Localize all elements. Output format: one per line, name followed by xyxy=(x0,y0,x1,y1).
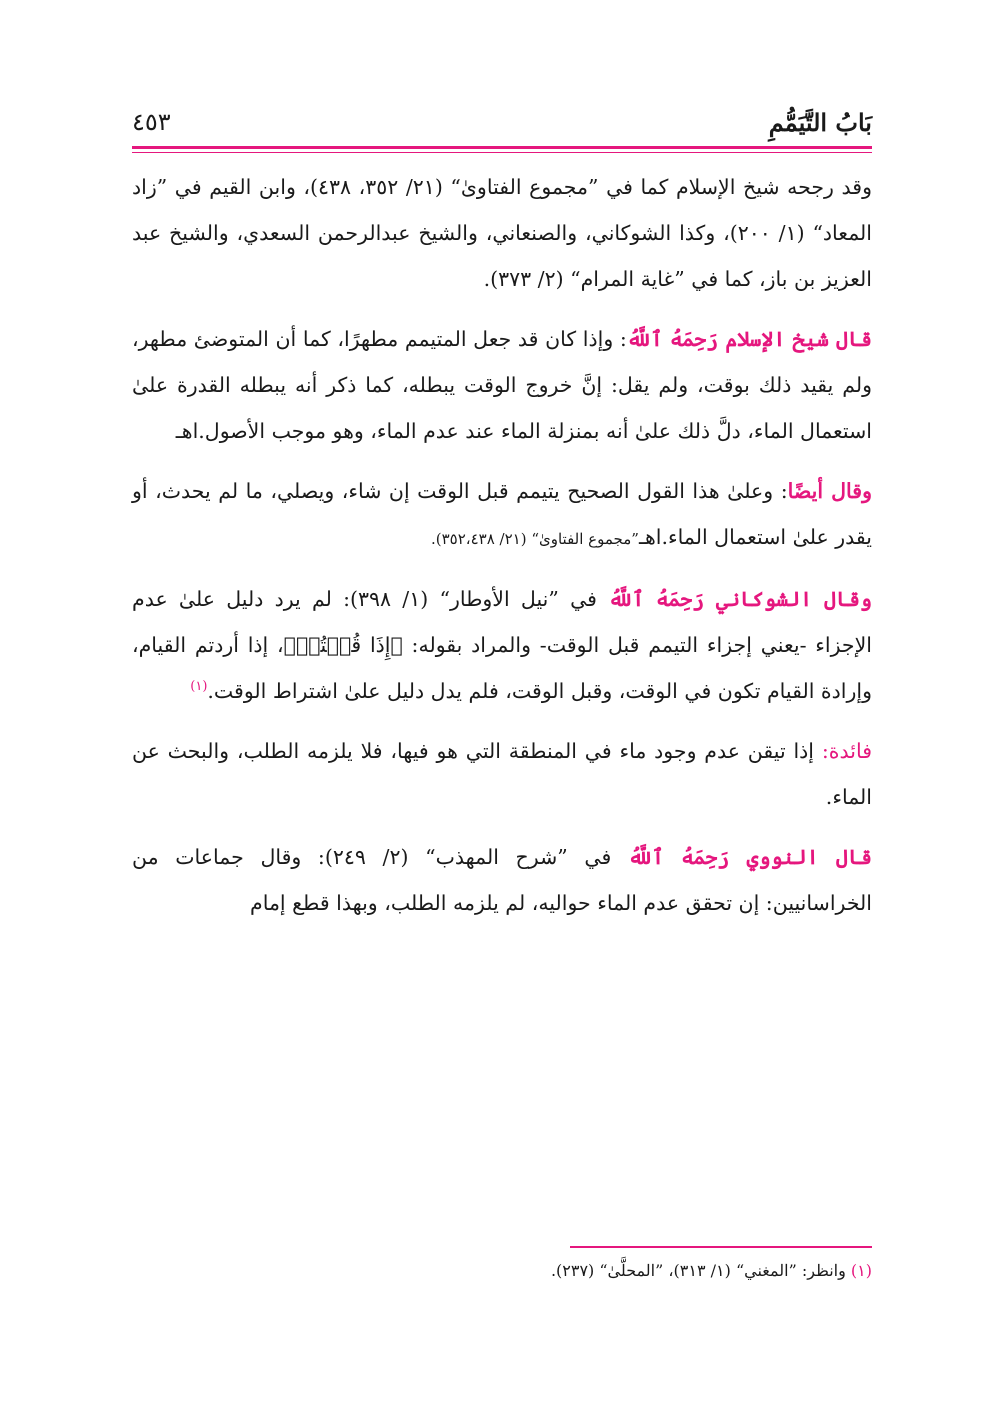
page-header xyxy=(132,108,872,148)
footnote-separator xyxy=(570,1246,872,1248)
paragraph-text: إذا تيقن عدم وجود ماء في المنطقة التي هو فيها، فلا يلزمه الطلب، والبحث عن الماء. xyxy=(132,739,872,809)
footnote-number: (١) xyxy=(850,1261,872,1280)
footnote-text: وانظر: ”المغني“ (١/ ٣١٣)، ”المحلَّىٰ“ (٢٣٧). xyxy=(550,1261,851,1280)
paragraph-6 xyxy=(132,834,872,926)
paragraph-1 xyxy=(132,164,872,302)
footnote xyxy=(132,1256,872,1286)
header-rule-thin xyxy=(132,152,872,153)
paragraph-text: في ”نيل الأوطار“ (١/ ٣٩٨): لم يرد دليل علىٰ عدم الإجزاء -يعني إجزاء التيمم قبل الوقت- والمراد بقوله: ﴿إِذَا قُمۡتُمۡ﴾، إذا أردتم القيام، وإرادة القيام تكون في الوقت، وقبل الوقت، فلم يدل دليل علىٰ اشتراط الوقت. xyxy=(132,587,872,703)
paragraph-2 xyxy=(132,316,872,454)
footnote-marker[interactable]: (١) xyxy=(190,679,208,695)
paragraph-text: في ”شرح المهذب“ (٢/ ٢٤٩): وقال جماعات من الخراسانيين: إن تحقق عدم الماء حواليه، لم يلزمه الطلب، وبهذا قطع إمام xyxy=(132,845,872,915)
paragraph-text: : وعلىٰ هذا القول الصحيح يتيمم قبل الوقت إن شاء، ويصلي، ما لم يحدث، أو يقدر علىٰ استعمال الماء.اهـ xyxy=(132,479,872,549)
quote-lead: وقال أيضًا xyxy=(787,479,873,503)
source-citation: ”مجموع الفتاوىٰ“ (٢١/ ٣٥٢،٤٣٨). xyxy=(430,530,639,548)
paragraph-3 xyxy=(132,468,872,562)
paragraph-5 xyxy=(132,728,872,820)
quote-lead: وقال الشوكاني رَحِمَهُ ٱللَّهُ xyxy=(608,587,873,611)
header-rule xyxy=(132,146,872,149)
paragraph-text: وقد رجحه شيخ الإسلام كما في ”مجموع الفتاوىٰ“ (٢١/ ٣٥٢، ٤٣٨)، وابن القيم في ”زاد المعاد“ (١/ ٢٠٠)، وكذا الشوكاني، والصنعاني، والشيخ عبدالرحمن السعدي، والشيخ عبد العزيز بن باز، كما في ”غاية المرام“ (٢/ ٣٧٣). xyxy=(132,175,872,291)
chapter-title: بَابُ التَّيَمُّمِ xyxy=(768,108,872,137)
quote-lead: قال النووي رَحِمَهُ ٱللَّهُ xyxy=(627,845,872,869)
paragraph-text: : وإذا كان قد جعل المتيمم مطهرًا، كما أن المتوضئ مطهر، ولم يقيد ذلك بوقت، ولم يقل: إنَّ خروج الوقت يبطله، كما ذكر أنه يبطله القدرة علىٰ استعمال الماء، دلَّ ذلك علىٰ أنه بمنزلة الماء عند عدم الماء، وهو موجب الأصول.اهـ xyxy=(132,327,872,443)
main-text xyxy=(132,164,872,926)
note-lead: فائدة: xyxy=(821,739,872,763)
page-number: ٤٥٣ xyxy=(132,108,171,136)
paragraph-4 xyxy=(132,576,872,714)
quote-lead: قال شيخ الإسلام رَحِمَهُ ٱللَّهُ xyxy=(626,327,872,351)
